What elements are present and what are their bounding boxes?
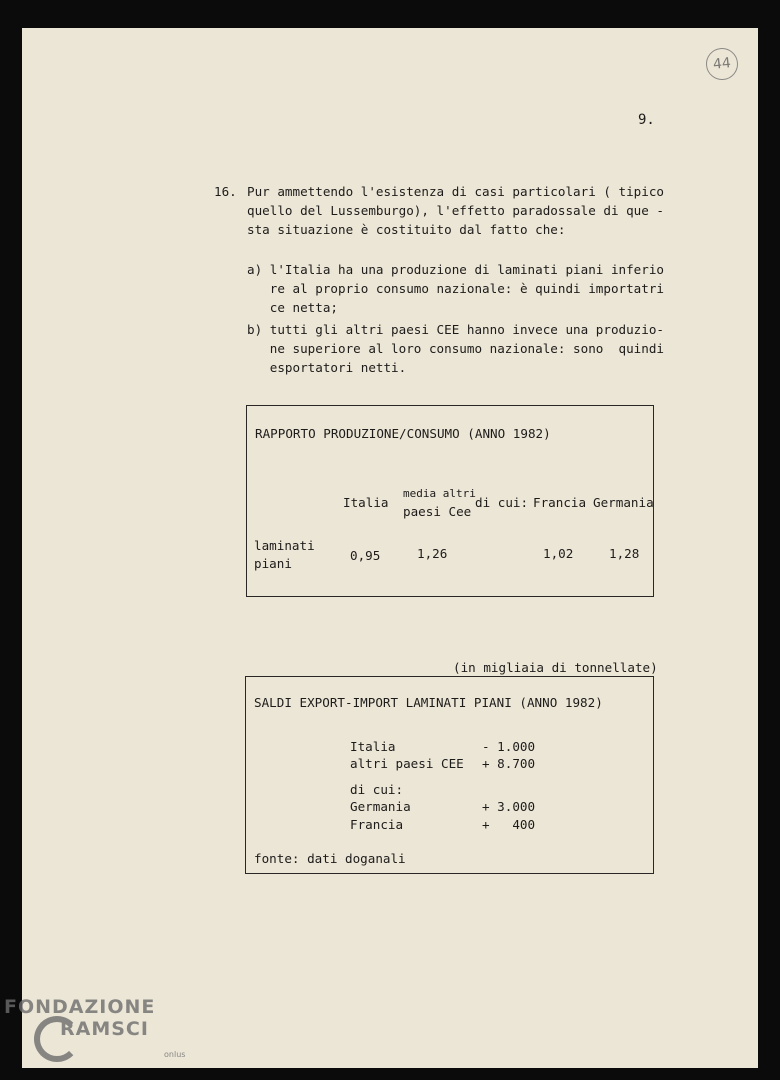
- item-a-line: re al proprio consumo nazionale: è quindi importatri: [247, 281, 665, 296]
- watermark-line3: onlus: [164, 1050, 186, 1059]
- row-label-line1: laminati: [254, 538, 315, 553]
- table1-title: RAPPORTO PRODUZIONE/CONSUMO (ANNO 1982): [255, 426, 551, 441]
- header-germania: Germania: [593, 495, 654, 510]
- value-media: 1,26: [417, 546, 448, 561]
- item-b-line: b) tutti gli altri paesi CEE hanno invece una produzio-: [247, 322, 665, 337]
- row-label-line2: piani: [254, 556, 292, 571]
- row-value: - 1.000: [482, 739, 536, 754]
- header-italia: Italia: [343, 495, 389, 510]
- item-a-line: a) l'Italia ha una produzione di laminati piani inferio: [247, 262, 665, 277]
- row-value: + 8.700: [482, 756, 536, 771]
- item-b-line: ne superiore al loro consumo nazionale: sono quindi: [247, 341, 665, 356]
- row-label: Francia: [350, 817, 404, 832]
- export-import-table: [245, 676, 654, 874]
- header-media-line1: media altri: [403, 487, 476, 500]
- header-di-cui: di cui:: [475, 495, 529, 510]
- archive-number: 44: [712, 55, 732, 73]
- row-value: + 3.000: [482, 799, 536, 814]
- table2-title: SALDI EXPORT-IMPORT LAMINATI PIANI (ANNO 1982): [254, 695, 603, 710]
- item-b-line: esportatori netti.: [247, 360, 407, 375]
- production-consumption-table: [246, 405, 654, 597]
- header-media-line2: paesi Cee: [403, 504, 472, 519]
- paragraph-line: sta situazione è costituito dal fatto che:: [247, 222, 566, 237]
- page-number: 9.: [638, 112, 655, 128]
- value-germania: 1,28: [609, 546, 640, 561]
- di-cui-label: di cui:: [350, 782, 404, 797]
- row-value: + 400: [482, 817, 536, 832]
- paragraph-line: Pur ammettendo l'esistenza di casi particolari ( tipico: [247, 184, 665, 199]
- header-francia: Francia: [533, 495, 587, 510]
- paragraph-line: quello del Lussemburgo), l'effetto paradossale di que -: [247, 203, 665, 218]
- fondazione-gramsci-watermark: [4, 996, 204, 1076]
- row-label: Italia: [350, 739, 396, 754]
- watermark-line2: RAMSCI: [60, 1018, 149, 1040]
- unit-note: (in migliaia di tonnellate): [453, 660, 658, 675]
- row-label: Germania: [350, 799, 411, 814]
- watermark-line1: FONDAZIONE: [4, 996, 156, 1018]
- value-italia: 0,95: [350, 548, 381, 563]
- row-label: altri paesi CEE: [350, 756, 464, 771]
- item-a-line: ce netta;: [247, 300, 338, 315]
- paragraph-number: 16.: [214, 184, 237, 199]
- source-note: fonte: dati doganali: [254, 851, 406, 866]
- value-francia: 1,02: [543, 546, 574, 561]
